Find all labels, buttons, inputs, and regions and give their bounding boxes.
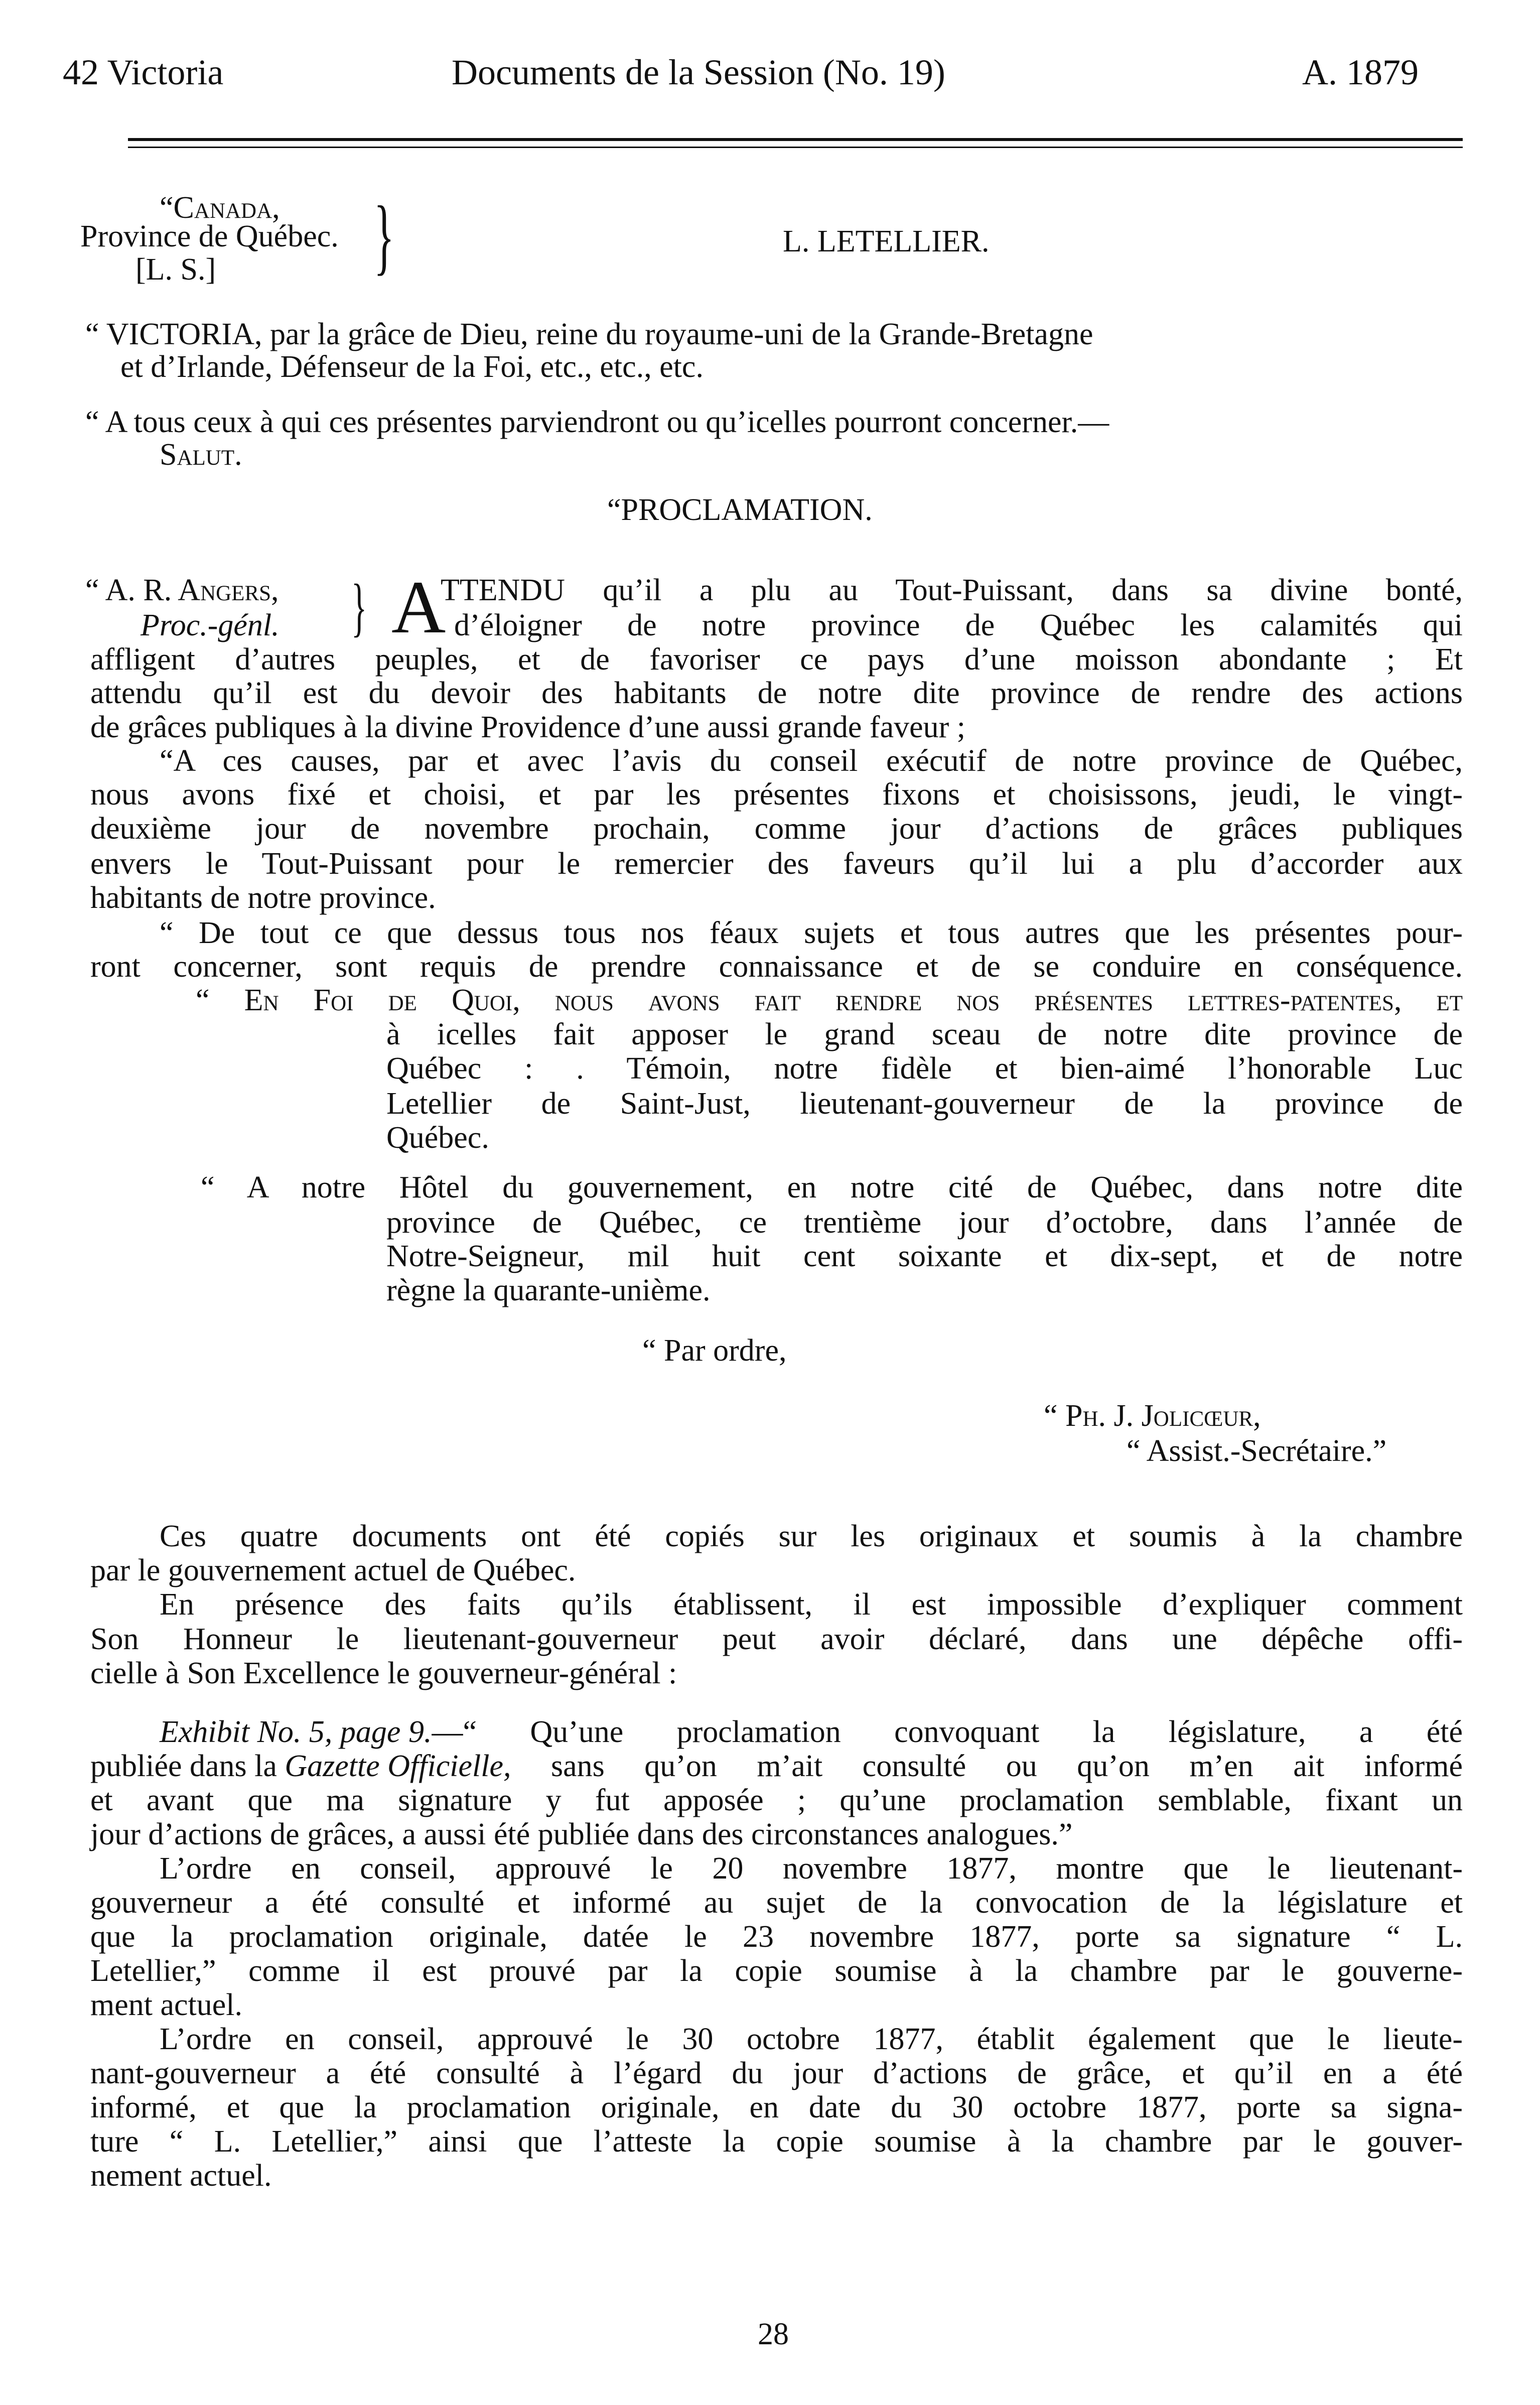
commentary-p4-line-2: gouverneur a été consulté et informé au sujet de la convocation de la législature et <box>90 1886 1463 1920</box>
angers-name: “ A. R. Angers, <box>85 573 279 607</box>
tout-line-2: ront concerner, sont requis de prendre connaissance et de se conduire en conséquence. <box>90 950 1463 984</box>
commentary-p2-line-3: cielle à Son Excellence le gouverneur-général : <box>90 1656 677 1690</box>
commentary-p2-line-1: En présence des faits qu’ils établissent, il est impossible d’expliquer comment <box>160 1587 1463 1622</box>
hotel-line-1: “ A notre Hôtel du gouvernement, en notre cité de Québec, dans notre dite <box>201 1170 1463 1205</box>
exhibit-reference: Exhibit No. 5, page 9. <box>160 1715 432 1749</box>
hotel-line-2: province de Québec, ce trentième jour d’octobre, dans l’année de <box>386 1206 1463 1240</box>
victoria-line-1: “ VICTORIA, par la grâce de Dieu, reine du royaume-uni de la Grande-Bretagne <box>85 317 1093 351</box>
exhibit-line-4: jour d’actions de grâces, a aussi été publiée dans des circonstances analogues.” <box>90 1817 1073 1851</box>
par-ordre: “ Par ordre, <box>642 1333 787 1368</box>
commentary-p4-line-1: L’ordre en conseil, approuvé le 20 novembre 1877, montre que le lieutenant- <box>160 1851 1463 1886</box>
commentary-p5-line-1: L’ordre en conseil, approuvé le 30 octobre 1877, établit également que le lieute- <box>160 2022 1463 2056</box>
commentary-p5-line-3: informé, et que la proclamation originale, en date du 30 octobre 1877, porte sa signa- <box>90 2090 1463 2124</box>
exhibit-line-2 <box>90 1751 1463 1782</box>
exhibit-line-3: et avant que ma signature y fut apposée ; qu’une proclamation semblable, fixant un <box>90 1783 1463 1817</box>
commentary-p4-line-4: Letellier,” comme il est prouvé par la copie soumise à la chambre par le gouverne- <box>90 1954 1463 1988</box>
victoria-line-2: et d’Irlande, Défenseur de la Foi, etc., etc., etc. <box>120 350 704 384</box>
header-center: Documents de la Session (No. 19) <box>452 52 945 92</box>
drop-cap-a: A <box>391 566 446 649</box>
foi-line-4: Letellier de Saint-Just, lieutenant-gouverneur de la province de <box>386 1087 1463 1121</box>
seal-line-ls: [L. S.] <box>135 252 216 287</box>
commentary-p2-line-2: Son Honneur le lieutenant-gouverneur peut avoir déclaré, dans une dépêche offi- <box>90 1622 1463 1656</box>
commentary-p1-line-1: Ces quatre documents ont été copiés sur les originaux et soumis à la chambre <box>160 1519 1463 1553</box>
tous-line-1: “ A tous ceux à qui ces présentes parviendront ou qu’icelles pourront concerner.— <box>85 405 1109 439</box>
commentary-p1-line-2: par le gouvernement actuel de Québec. <box>90 1553 576 1587</box>
header-right: A. 1879 <box>1302 52 1419 92</box>
angers-brace: } <box>351 571 367 643</box>
tous-line-2-salut: Salut. <box>160 438 242 472</box>
causes-line-5: habitants de notre province. <box>90 881 436 915</box>
commentary-p5-line-5: nement actuel. <box>90 2159 272 2193</box>
jolicoeur-signature: “ Ph. J. Jolicœur, <box>1044 1399 1261 1433</box>
foi-line-3: Québec : . Témoin, notre fidèle et bien-aimé l’honorable Luc <box>386 1051 1463 1086</box>
commentary-p5-line-2: nant-gouverneur a été consulté à l’égard du jour d’actions de grâce, et qu’il en a été <box>90 2056 1463 2090</box>
attendu-line-1: TTENDU qu’il a plu au Tout-Puissant, dans sa divine bonté, <box>441 573 1463 607</box>
causes-line-2: nous avons fixé et choisi, et par les présentes fixons et choisissons, jeudi, le vingt- <box>90 777 1463 812</box>
foi-line-1: “ En Foi de Quoi, nous avons fait rendre nos présentes lettres-patentes, et <box>196 983 1463 1017</box>
exhibit-line-2-a: publiée dans la <box>90 1749 285 1783</box>
seal-line-canada: “Canada, <box>160 191 280 225</box>
exhibit-line-2-b: sans qu’on m’ait consulté ou qu’on m’en ait informé <box>511 1749 1463 1783</box>
assist-secretaire: “ Assist.-Secrétaire.” <box>1127 1434 1387 1468</box>
attendu-line-2: d’éloigner de notre province de Québec les calamités qui <box>454 608 1463 642</box>
attendu-line-5: de grâces publiques à la divine Providence d’une aussi grande faveur ; <box>90 710 965 744</box>
header-rule-bottom <box>128 147 1463 148</box>
header-left: 42 Victoria <box>63 52 224 92</box>
page-number: 28 <box>758 2317 789 2351</box>
proclamation-signature: L. LETELLIER. <box>783 224 990 258</box>
seal-line-province: Province de Québec. <box>80 219 339 253</box>
seal-brace: } <box>374 189 394 283</box>
hotel-line-4: règne la quarante-unième. <box>386 1273 711 1307</box>
exhibit-line-1 <box>160 1716 1463 1748</box>
causes-line-1: “A ces causes, par et avec l’avis du conseil exécutif de notre province de Québec, <box>160 744 1463 778</box>
header-rule-top <box>128 138 1463 141</box>
attendu-line-3: affligent d’autres peuples, et de favoriser ce pays d’une moisson abondante ; Et <box>90 642 1463 677</box>
causes-line-3: deuxième jour de novembre prochain, comme jour d’actions de grâces publiques <box>90 812 1463 846</box>
proclamation-title: “PROCLAMATION. <box>607 493 873 527</box>
attendu-line-4: attendu qu’il est du devoir des habitants de notre dite province de rendre des actions <box>90 676 1463 710</box>
commentary-p5-line-4: ture “ L. Letellier,” ainsi que l’atteste la copie soumise à la chambre par le gouver- <box>90 2124 1463 2159</box>
angers-title: Proc.-génl. <box>141 608 279 642</box>
exhibit-line-1-text: —“ Qu’une proclamation convoquant la législature, a été <box>432 1715 1463 1749</box>
causes-line-4: envers le Tout-Puissant pour le remercier des faveurs qu’il lui a plu d’accorder aux <box>90 847 1463 881</box>
foi-line-2: à icelles fait apposer le grand sceau de notre dite province de <box>386 1017 1463 1051</box>
commentary-p4-line-3: que la proclamation originale, datée le 23 novembre 1877, porte sa signature “ L. <box>90 1920 1463 1954</box>
tout-line-1: “ De tout ce que dessus tous nos féaux sujets et tous autres que les présentes pour- <box>160 916 1463 950</box>
gazette-officielle: Gazette Officielle, <box>285 1749 511 1783</box>
hotel-line-3: Notre-Seigneur, mil huit cent soixante et dix-sept, et de notre <box>386 1239 1463 1273</box>
foi-line-5: Québec. <box>386 1121 489 1155</box>
commentary-p4-line-5: ment actuel. <box>90 1988 242 2022</box>
